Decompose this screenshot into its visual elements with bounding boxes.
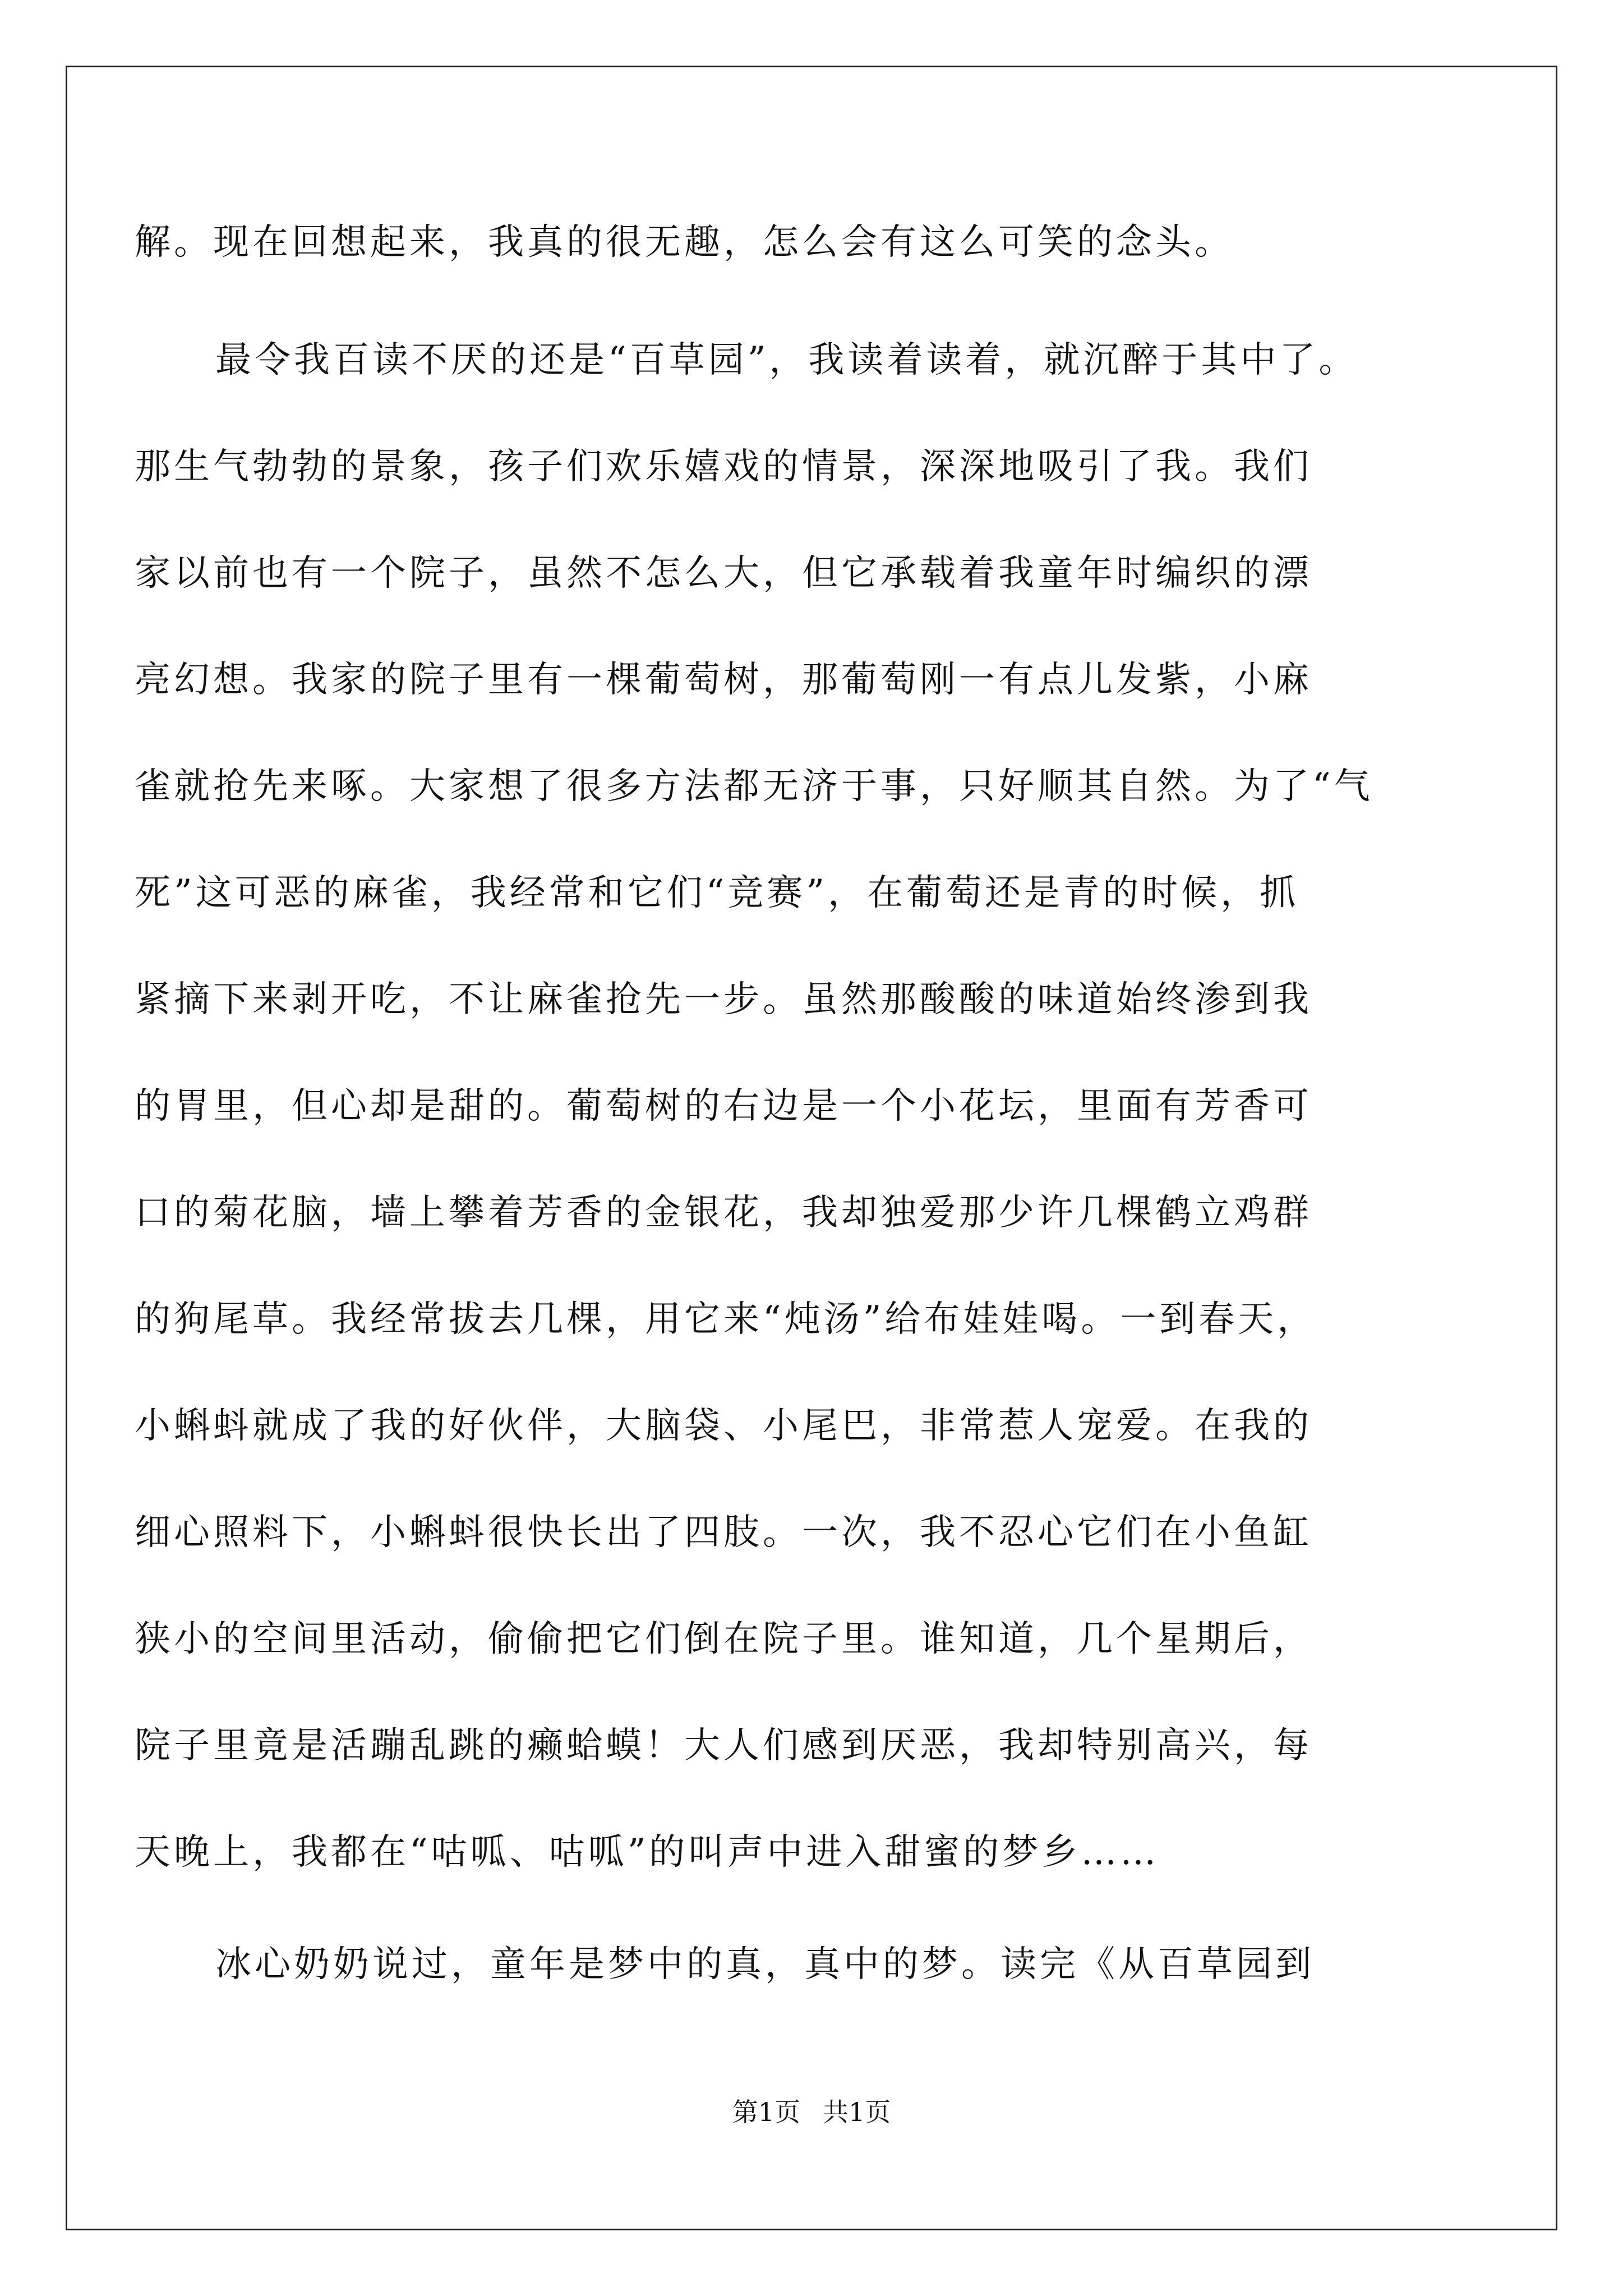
text-line: 院子里竟是活蹦乱跳的癞蛤蟆！大人们感到厌恶，我却特别高兴，每 <box>135 1725 1312 1766</box>
text-line: 紧摘下来剥开吃，不让麻雀抢先一步。虽然那酸酸的味道始终渗到我 <box>135 979 1312 1020</box>
text-line: 亮幻想。我家的院子里有一棵葡萄树，那葡萄刚一有点儿发紫，小麻 <box>135 659 1312 701</box>
text-line: 解。现在回想起来，我真的很无趣，怎么会有这么可笑的念头。 <box>135 222 1234 263</box>
paragraph-first-line: 最令我百读不厌的还是“百草园”，我读着读着，就沉醉于其中了。 <box>215 339 1358 381</box>
page-border <box>66 66 1557 2230</box>
page-number: 第1页 <box>732 2097 800 2127</box>
text-line: 家以前也有一个院子，虽然不怎么大，但它承载着我童年时编织的漂 <box>135 553 1312 594</box>
text-line: 小蝌蚪就成了我的好伙伴，大脑袋、小尾巴，非常惹人宠爱。在我的 <box>135 1405 1312 1447</box>
text-line: 狭小的空间里活动，偷偷把它们倒在院子里。谁知道，几个星期后， <box>135 1618 1312 1660</box>
page-footer <box>0 2099 1623 2125</box>
text-line: 的狗尾草。我经常拔去几棵，用它来“炖汤”给布娃娃喝。一到春天， <box>135 1299 1317 1340</box>
text-line: 口的菊花脑，墙上攀着芳香的金银花，我却独爱那少许几棵鹤立鸡群 <box>135 1192 1312 1234</box>
text-line: 天晚上，我都在“咕呱、咕呱”的叫声中进入甜蜜的梦乡…… <box>135 1832 1160 1873</box>
text-line: 雀就抢先来啄。大家想了很多方法都无济于事，只好顺其自然。为了“气 <box>135 766 1373 807</box>
paragraph-first-line: 冰心奶奶说过，童年是梦中的真，真中的梦。读完《从百草园到 <box>215 1944 1315 1985</box>
text-line: 细心照料下，小蝌蚪很快长出了四肢。一次，我不忍心它们在小鱼缸 <box>135 1512 1312 1553</box>
text-line: 那生气勃勃的景象，孩子们欢乐嬉戏的情景，深深地吸引了我。我们 <box>135 446 1312 487</box>
text-line: 的胃里，但心却是甜的。葡萄树的右边是一个小花坛，里面有芳香可 <box>135 1085 1312 1127</box>
page-total: 共1页 <box>823 2097 891 2127</box>
text-line: 死”这可恶的麻雀，我经常和它们“竞赛”，在葡萄还是青的时候，抓 <box>135 872 1299 914</box>
